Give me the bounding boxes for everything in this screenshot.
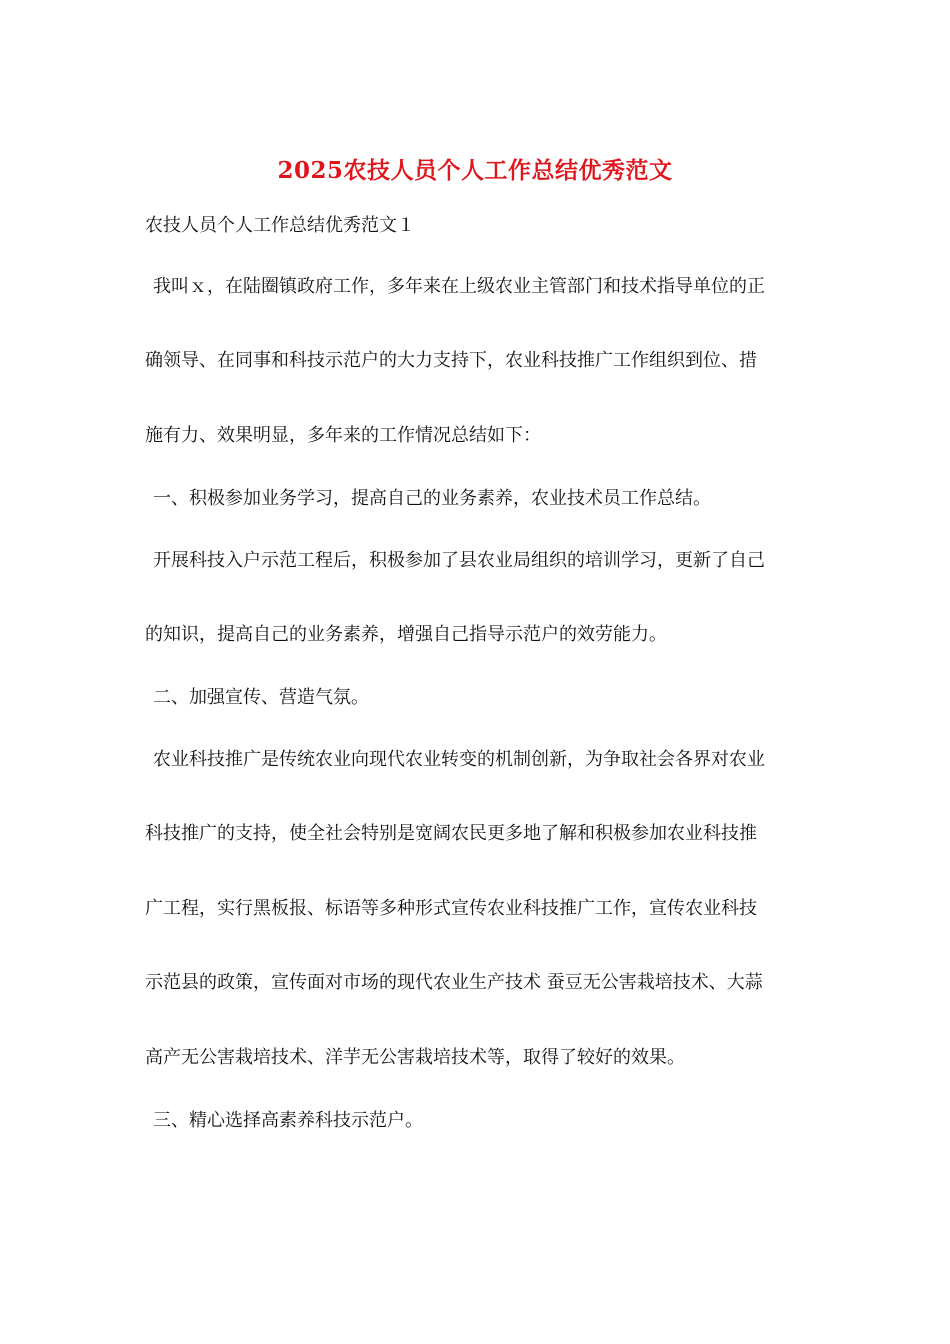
section-subtitle: 农技人员个人工作总结优秀范文１ (145, 215, 415, 236)
paragraph-line: 示范县的政策，宣传面对市场的现代农业生产技术 蚕豆无公害栽培技术、大蒜 (145, 972, 763, 993)
section-heading: 一、积极参加业务学习，提高自己的业务素养，农业技术员工作总结。 (153, 488, 711, 509)
paragraph-line: 我叫ｘ，在陆圈镇政府工作，多年来在上级农业主管部门和技术指导单位的正 (153, 276, 765, 297)
paragraph-line: 高产无公害栽培技术、洋芋无公害栽培技术等，取得了较好的效果。 (145, 1047, 685, 1068)
document-title: 2025农技人员个人工作总结优秀范文 (277, 157, 673, 184)
paragraph-line: 农业科技推广是传统农业向现代农业转变的机制创新，为争取社会各界对农业 (153, 749, 765, 770)
paragraph-line: 开展科技入户示范工程后，积极参加了县农业局组织的培训学习，更新了自己 (153, 550, 765, 571)
paragraph-line: 广工程，实行黑板报、标语等多种形式宣传农业科技推广工作，宣传农业科技 (145, 898, 757, 919)
paragraph-line: 确领导、在同事和科技示范户的大力支持下，农业科技推广工作组织到位、措 (145, 350, 757, 371)
section-heading: 三、精心选择高素养科技示范户。 (153, 1110, 423, 1131)
section-heading: 二、加强宣传、营造气氛。 (153, 687, 369, 708)
paragraph-line: 的知识，提高自己的业务素养，增强自己指导示范户的效劳能力。 (145, 624, 667, 645)
paragraph-line: 科技推广的支持，使全社会特别是宽阔农民更多地了解和积极参加农业科技推 (145, 823, 757, 844)
paragraph-line: 施有力、效果明显，多年来的工作情况总结如下： (145, 425, 541, 446)
